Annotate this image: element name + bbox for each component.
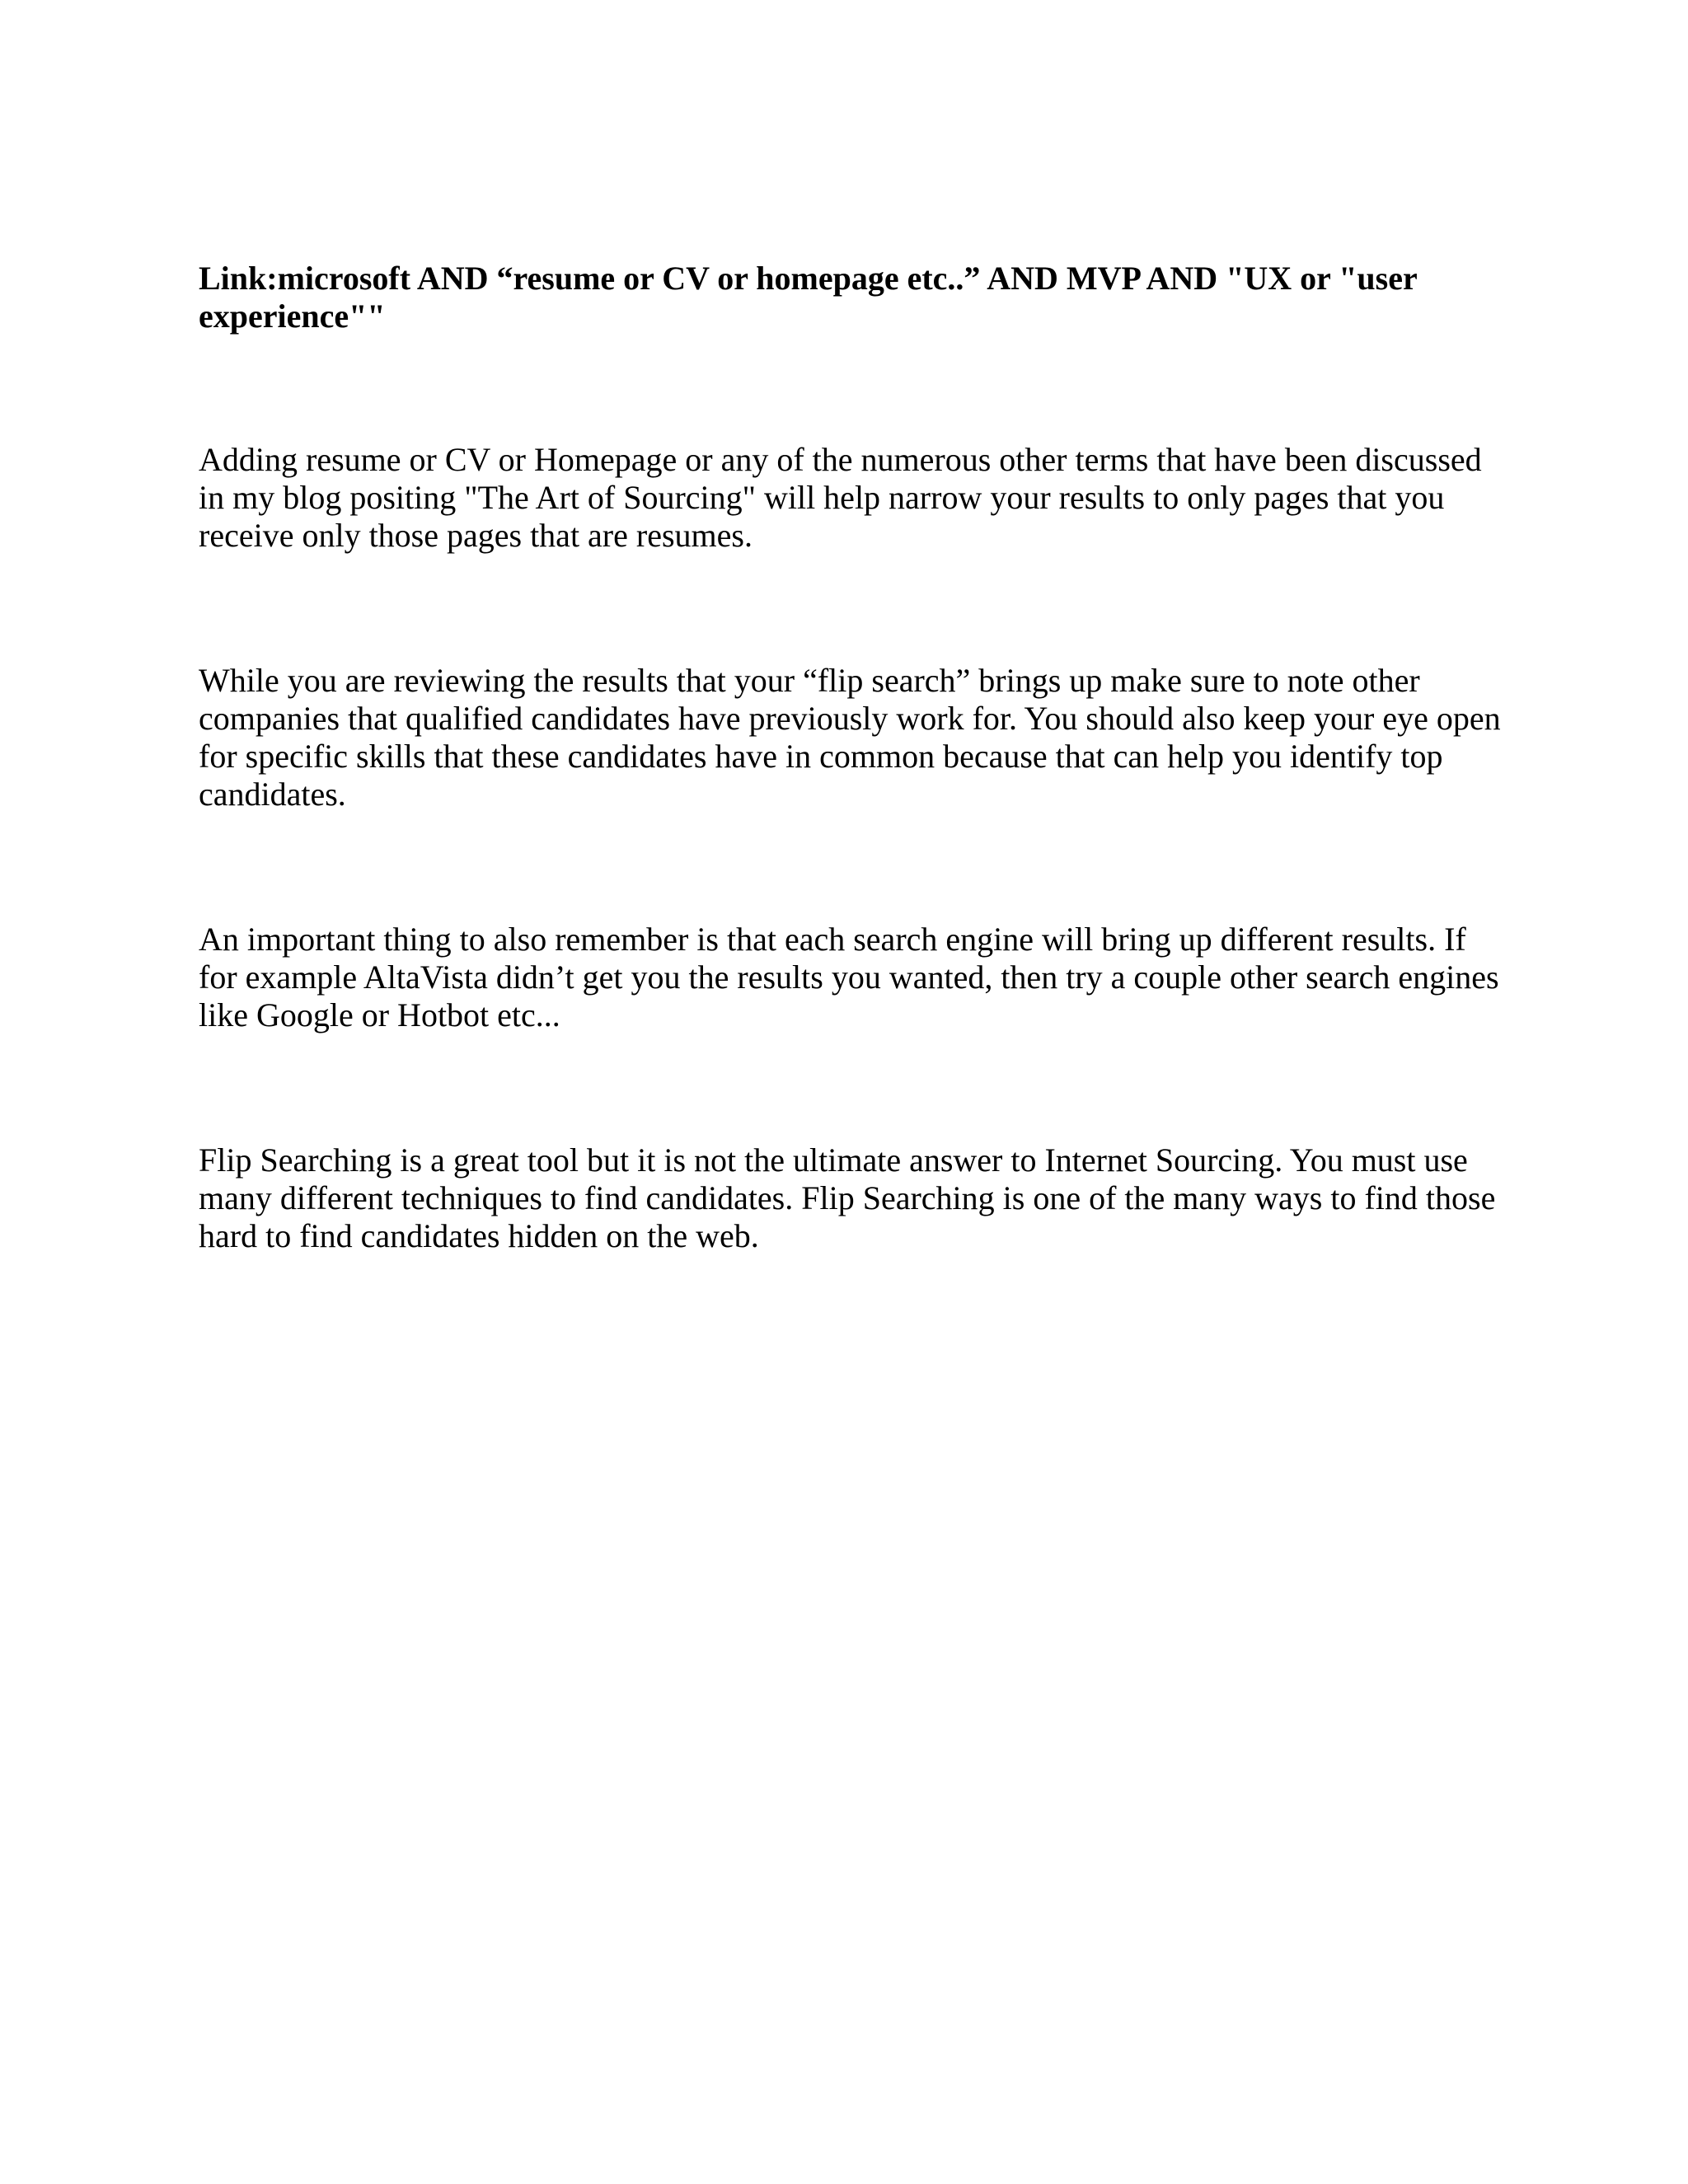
search-query-heading: Link:microsoft AND “resume or CV or homepage etc..” AND MVP AND "UX or "user experience"" (199, 260, 1418, 335)
paragraph-adding-resume-terms: Adding resume or CV or Homepage or any of the numerous other terms that have been discussed in my blog positing "The Art of Sourcing" will help narrow your results to only pages that you receive only those pages that are resumes. (199, 441, 1482, 554)
paragraph-reviewing-results: While you are reviewing the results that your “flip search” brings up make sure to note other companies that qualified candidates have previously work for. You should also keep your eye open for specific skills that these candidates have in common because that can help you identify top candidates. (199, 662, 1501, 813)
document-body (199, 260, 1501, 1255)
paragraph-search-engines: An important thing to also remember is that each search engine will bring up different results. If for example AltaVista didn’t get you the results you wanted, then try a couple other search engines like Google or Hotbot etc... (199, 921, 1499, 1033)
paragraph-flip-searching-summary: Flip Searching is a great tool but it is not the ultimate answer to Internet Sourcing. You must use many different techniques to find candidates. Flip Searching is one of the many ways to find those hard to find candidates hidden on the web. (199, 1141, 1496, 1254)
